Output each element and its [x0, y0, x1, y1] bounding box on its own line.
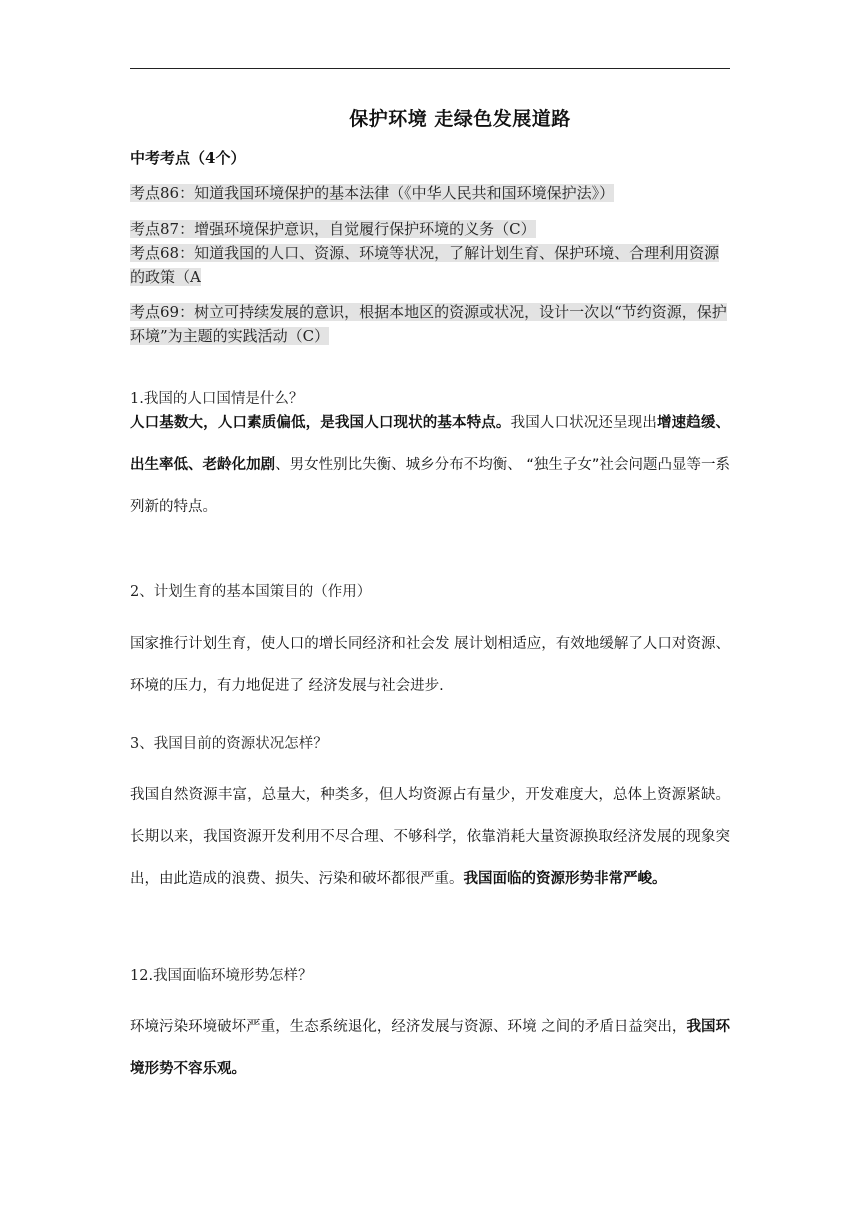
answer-1 — [130, 402, 730, 528]
kaodian-69 — [130, 300, 730, 348]
answer-text: 国家推行计划生育，使人口的增长同经济和社会发 展计划相适应，有效地缓解了人口对资源、环境的压力，有力地促进了 经济发展与社会进步. — [130, 636, 730, 694]
answer-2 — [130, 623, 730, 707]
answer-text: 我国人口状况还呈现出 — [510, 415, 657, 431]
question-2 — [130, 580, 730, 601]
kaodian-text: 考点87：增强环境保护意识，自觉履行保护环境的义务（C） — [130, 220, 536, 238]
answer-bold: 增速趋缓、出生率低、老龄化加剧 — [130, 415, 731, 473]
question-text: 、计划生育的基本国策目的（作用） — [139, 584, 372, 600]
kaodian-text: 考点68：知道我国的人口、资源、环境等状况，了解计划生育、保护环境、合理利用资源的政策（A — [130, 244, 720, 286]
question-number: 1. — [130, 391, 144, 407]
question-number: 2 — [130, 584, 140, 600]
section-subtitle: 中考考点（4个） — [130, 149, 246, 167]
kaodian-text: 考点69：树立可持续发展的意识，根据本地区的资源或状况，设计一次以“节约资源，保护环境”为主题的实践活动（C） — [130, 303, 727, 345]
answer-text: 环境污染环境破坏严重，生态系统退化，经济发展与资源、环境 之间的矛盾日益突出， — [130, 1019, 687, 1035]
question-text: 我国面临环境形势怎样？ — [153, 968, 313, 984]
question-text: 我国的人口国情是什么？ — [143, 391, 304, 407]
kaodian-87-68 — [130, 217, 730, 289]
answer-3 — [130, 774, 730, 900]
question-12 — [130, 964, 730, 985]
page-title: 保护环境 走绿色发展道路 — [349, 108, 571, 130]
answer-12 — [130, 1006, 730, 1090]
answer-bold: 我国环境形势不容乐观。 — [130, 1019, 730, 1077]
answer-bold: 人口基数大，人口素质偏低，是我国人口现状的基本特点。 — [130, 415, 511, 431]
question-3 — [130, 732, 730, 753]
answer-bold: 我国面临的资源形势非常严峻。 — [463, 871, 667, 887]
header-rule — [130, 68, 730, 69]
answer-text: 我国自然资源丰富，总量大，种类多，但人均资源占有量少，开发难度大，总体上资源紧缺。长期以来，我国资源开发利用不尽合理、不够科学，依靠消耗大量资源换取经济发展的现象突出，由此造成的浪费、损失、污染和破坏都很严重。 — [130, 787, 730, 887]
question-text: 、我国目前的资源状况怎样？ — [139, 736, 328, 752]
kaodian-86 — [130, 181, 730, 205]
answer-text: 、男女性别比失衡、城乡分布不均衡、 “独生子女”社会问题凸显等一系列新的特点。 — [130, 457, 730, 515]
question-number: 12. — [130, 968, 154, 984]
question-number: 3 — [130, 736, 140, 752]
kaodian-text: 考点86：知道我国环境保护的基本法律（《中华人民共和国环境保护法》） — [130, 184, 615, 202]
